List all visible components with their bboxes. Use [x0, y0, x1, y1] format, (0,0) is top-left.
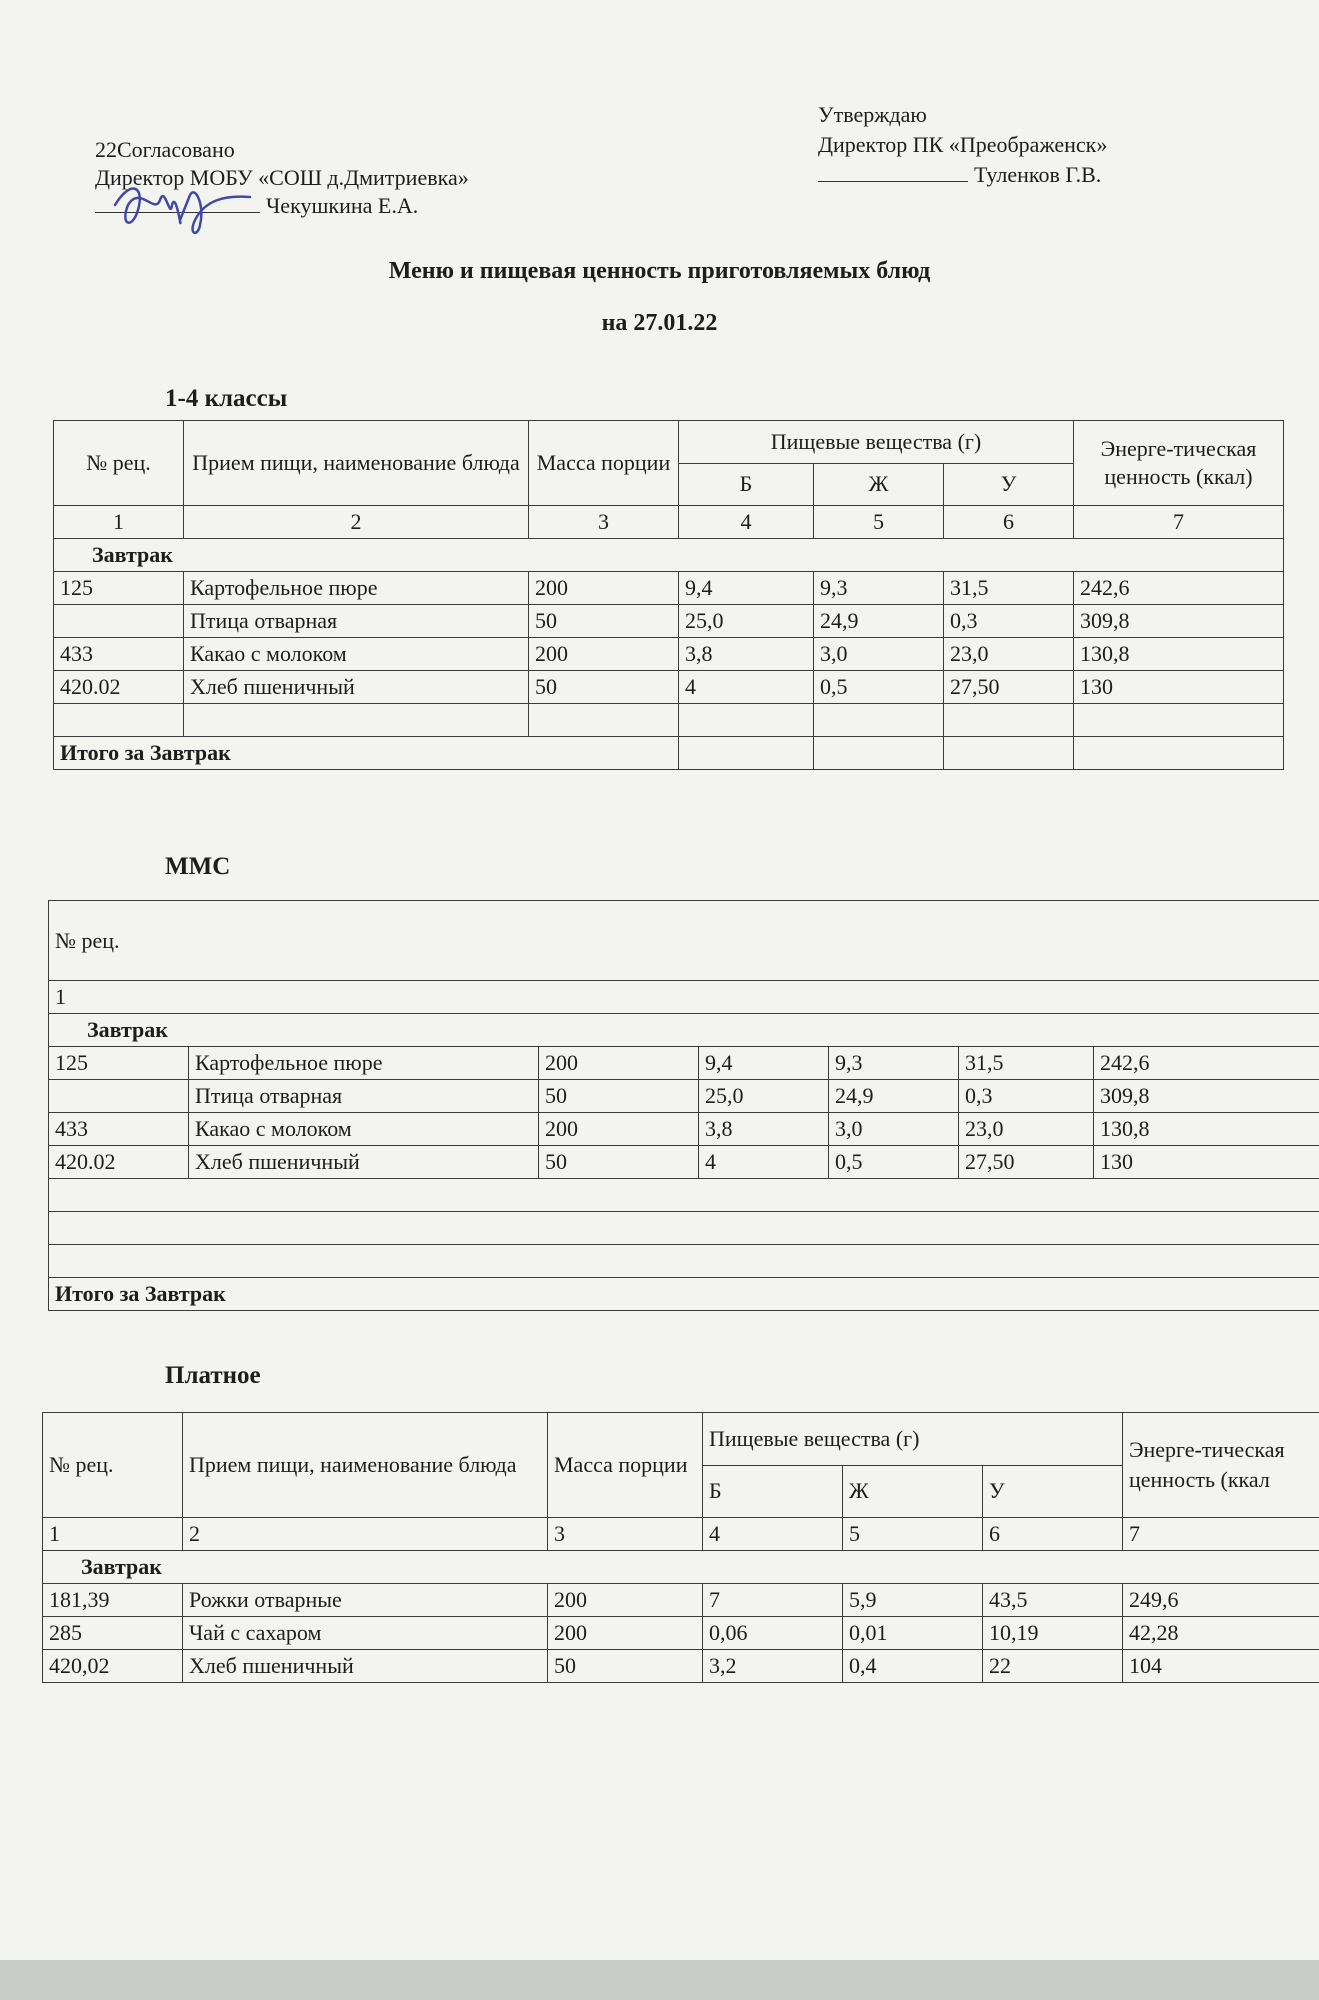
cell-mass: 50 — [539, 1080, 699, 1113]
cell-dish: Хлеб пшеничный — [184, 671, 529, 704]
cell-kcal: 42,28 — [1123, 1617, 1319, 1650]
header-energy: Энерге-тическая ценность (ккал — [1123, 1413, 1319, 1518]
header-fat: Ж — [814, 463, 944, 506]
meal-row — [43, 1551, 1319, 1584]
cell-mass: 200 — [548, 1617, 703, 1650]
cell-protein: 3,8 — [679, 638, 814, 671]
col-number: 2 — [184, 506, 529, 539]
cell-kcal: 130 — [1094, 1146, 1319, 1179]
cell-fat: 5,9 — [843, 1584, 983, 1617]
cell-fat: 0,01 — [843, 1617, 983, 1650]
header-num: № рец. — [43, 1413, 183, 1518]
cell-fat: 3,0 — [829, 1113, 959, 1146]
table-row — [43, 1650, 1319, 1683]
header-energy: Энерге-тическая ценность (ккал) — [1074, 421, 1284, 506]
cell-num: 433 — [49, 1113, 189, 1146]
col-number: 1 — [49, 981, 1319, 1014]
cell-protein: 9,4 — [679, 572, 814, 605]
cell-mass: 200 — [529, 638, 679, 671]
header-fat: Ж — [843, 1465, 983, 1518]
header-carbs: У — [983, 1465, 1123, 1518]
empty-row — [49, 1212, 1319, 1245]
cell-kcal: 130,8 — [1094, 1113, 1319, 1146]
handwritten-signature — [110, 175, 260, 245]
cell-mass: 50 — [548, 1650, 703, 1683]
menu-table-grades-1-4 — [53, 420, 1284, 770]
cell-mass: 50 — [529, 671, 679, 704]
cell-mass: 50 — [529, 605, 679, 638]
signature-underline — [818, 181, 968, 182]
header-dish: Прием пищи, наименование блюда — [184, 421, 529, 506]
col-number: 3 — [529, 506, 679, 539]
header-protein: Б — [679, 463, 814, 506]
cell-dish: Какао с молоком — [189, 1113, 539, 1146]
cell-num: 420.02 — [54, 671, 184, 704]
cell-mass: 200 — [539, 1047, 699, 1080]
cell-num: 125 — [54, 572, 184, 605]
table-row — [54, 605, 1284, 638]
total-row — [54, 737, 1284, 770]
table-header-row — [43, 1413, 1319, 1466]
cell-protein: 0,06 — [703, 1617, 843, 1650]
meal-row — [49, 1014, 1319, 1047]
table-row — [49, 1146, 1319, 1179]
col-number: 1 — [43, 1518, 183, 1551]
cell-fat: 9,3 — [829, 1047, 959, 1080]
cell-kcal: 309,8 — [1074, 605, 1284, 638]
cell-mass: 50 — [539, 1146, 699, 1179]
col-number: 6 — [983, 1518, 1123, 1551]
table-row — [43, 1617, 1319, 1650]
column-number-row — [43, 1518, 1319, 1551]
cell-protein: 25,0 — [679, 605, 814, 638]
approval-left-name: Чекушкина Е.А. — [266, 193, 419, 218]
cell-fat: 9,3 — [814, 572, 944, 605]
header-num: № рец. — [54, 421, 184, 506]
col-number: 3 — [548, 1518, 703, 1551]
approval-right — [818, 100, 1107, 190]
cell-protein: 9,4 — [699, 1047, 829, 1080]
cell-dish: Картофельное пюре — [184, 572, 529, 605]
cell-fat: 0,5 — [814, 671, 944, 704]
cell-num: 433 — [54, 638, 184, 671]
cell-mass: 200 — [539, 1113, 699, 1146]
cell-protein: 4 — [699, 1146, 829, 1179]
empty-row — [49, 1179, 1319, 1212]
header-nutrients: Пищевые вещества (г) — [679, 421, 1074, 464]
cell-kcal: 242,6 — [1094, 1047, 1319, 1080]
col-number: 2 — [183, 1518, 548, 1551]
table-row — [49, 1047, 1319, 1080]
cell-mass: 200 — [548, 1584, 703, 1617]
cell-kcal: 130 — [1074, 671, 1284, 704]
col-number: 4 — [679, 506, 814, 539]
cell-num — [49, 1080, 189, 1113]
cell-carbs: 31,5 — [959, 1047, 1094, 1080]
meal-label: Завтрак — [49, 1014, 1319, 1047]
col-number: 5 — [843, 1518, 983, 1551]
cell-protein: 3,8 — [699, 1113, 829, 1146]
approval-right-label: Утверждаю — [818, 102, 927, 127]
cell-carbs: 23,0 — [959, 1113, 1094, 1146]
cell-carbs: 10,19 — [983, 1617, 1123, 1650]
table-header-row — [54, 421, 1284, 464]
cell-dish: Хлеб пшеничный — [183, 1650, 548, 1683]
total-label: Итого за Завтрак — [54, 737, 679, 770]
header-nutrients: Пищевые вещества (г) — [703, 1413, 1123, 1466]
cell-carbs: 0,3 — [944, 605, 1074, 638]
section-title-paid: Платное — [165, 1362, 261, 1389]
table-row — [54, 572, 1284, 605]
cell-protein: 7 — [703, 1584, 843, 1617]
col-number: 6 — [944, 506, 1074, 539]
approval-left-position: Директор МОБУ «СОШ д.Дмитриевка» — [95, 165, 469, 190]
approval-right-name: Туленков Г.В. — [974, 162, 1102, 187]
total-label: Итого за Завтрак — [49, 1278, 1319, 1311]
header-protein: Б — [703, 1465, 843, 1518]
cell-carbs: 31,5 — [944, 572, 1074, 605]
table-row — [43, 1584, 1319, 1617]
col-number: 7 — [1074, 506, 1284, 539]
meal-label: Завтрак — [54, 539, 1284, 572]
cell-dish: Чай с сахаром — [183, 1617, 548, 1650]
col-number: 7 — [1123, 1518, 1319, 1551]
cell-num: 285 — [43, 1617, 183, 1650]
empty-row — [49, 1245, 1319, 1278]
table-row — [49, 1113, 1319, 1146]
approval-left-label: 22Согласовано — [95, 137, 235, 162]
header-mass: Масса порции — [548, 1413, 703, 1518]
cell-mass: 200 — [529, 572, 679, 605]
document-date: на 27.01.22 — [601, 310, 718, 336]
cell-num: 125 — [49, 1047, 189, 1080]
cell-kcal: 242,6 — [1074, 572, 1284, 605]
header-num: № рец. — [49, 901, 1319, 981]
cell-dish: Картофельное пюре — [189, 1047, 539, 1080]
table-row — [49, 1080, 1319, 1113]
cell-protein: 4 — [679, 671, 814, 704]
section-title-mms: ММС — [165, 853, 231, 880]
header-mass: Масса порции — [529, 421, 679, 506]
cell-carbs: 43,5 — [983, 1584, 1123, 1617]
section-title-grades-1-4: 1-4 классы — [165, 385, 288, 412]
table-row — [54, 638, 1284, 671]
cell-fat: 3,0 — [814, 638, 944, 671]
col-number: 5 — [814, 506, 944, 539]
menu-table-paid — [42, 1412, 1319, 1683]
cell-fat: 24,9 — [814, 605, 944, 638]
column-number-row — [49, 981, 1319, 1014]
col-number: 1 — [54, 506, 184, 539]
header-dish: Прием пищи, наименование блюда — [183, 1413, 548, 1518]
cell-fat: 24,9 — [829, 1080, 959, 1113]
document-title: Меню и пищевая ценность приготовляемых блюд — [388, 258, 931, 284]
cell-carbs: 27,50 — [944, 671, 1074, 704]
header-carbs: У — [944, 463, 1074, 506]
cell-protein: 25,0 — [699, 1080, 829, 1113]
cell-dish: Какао с молоком — [184, 638, 529, 671]
meal-row — [54, 539, 1284, 572]
cell-num: 420,02 — [43, 1650, 183, 1683]
table-row — [54, 671, 1284, 704]
meal-label: Завтрак — [43, 1551, 1319, 1584]
cell-carbs: 22 — [983, 1650, 1123, 1683]
col-number: 4 — [703, 1518, 843, 1551]
cell-kcal: 104 — [1123, 1650, 1319, 1683]
menu-table-mms — [48, 900, 1319, 1311]
background-surface — [0, 1960, 1319, 2000]
cell-dish: Рожки отварные — [183, 1584, 548, 1617]
column-number-row — [54, 506, 1284, 539]
cell-fat: 0,5 — [829, 1146, 959, 1179]
approval-right-signature-line — [818, 160, 1107, 190]
cell-dish: Хлеб пшеничный — [189, 1146, 539, 1179]
cell-kcal: 309,8 — [1094, 1080, 1319, 1113]
cell-fat: 0,4 — [843, 1650, 983, 1683]
cell-carbs: 0,3 — [959, 1080, 1094, 1113]
cell-dish: Птица отварная — [189, 1080, 539, 1113]
approval-right-position: Директор ПК «Преображенск» — [818, 132, 1108, 157]
cell-carbs: 23,0 — [944, 638, 1074, 671]
cell-protein: 3,2 — [703, 1650, 843, 1683]
cell-num — [54, 605, 184, 638]
cell-num: 420.02 — [49, 1146, 189, 1179]
table-header-row — [49, 901, 1319, 981]
cell-carbs: 27,50 — [959, 1146, 1094, 1179]
cell-kcal: 249,6 — [1123, 1584, 1319, 1617]
total-row — [49, 1278, 1319, 1311]
empty-row — [54, 704, 1284, 737]
cell-kcal: 130,8 — [1074, 638, 1284, 671]
cell-dish: Птица отварная — [184, 605, 529, 638]
cell-num: 181,39 — [43, 1584, 183, 1617]
